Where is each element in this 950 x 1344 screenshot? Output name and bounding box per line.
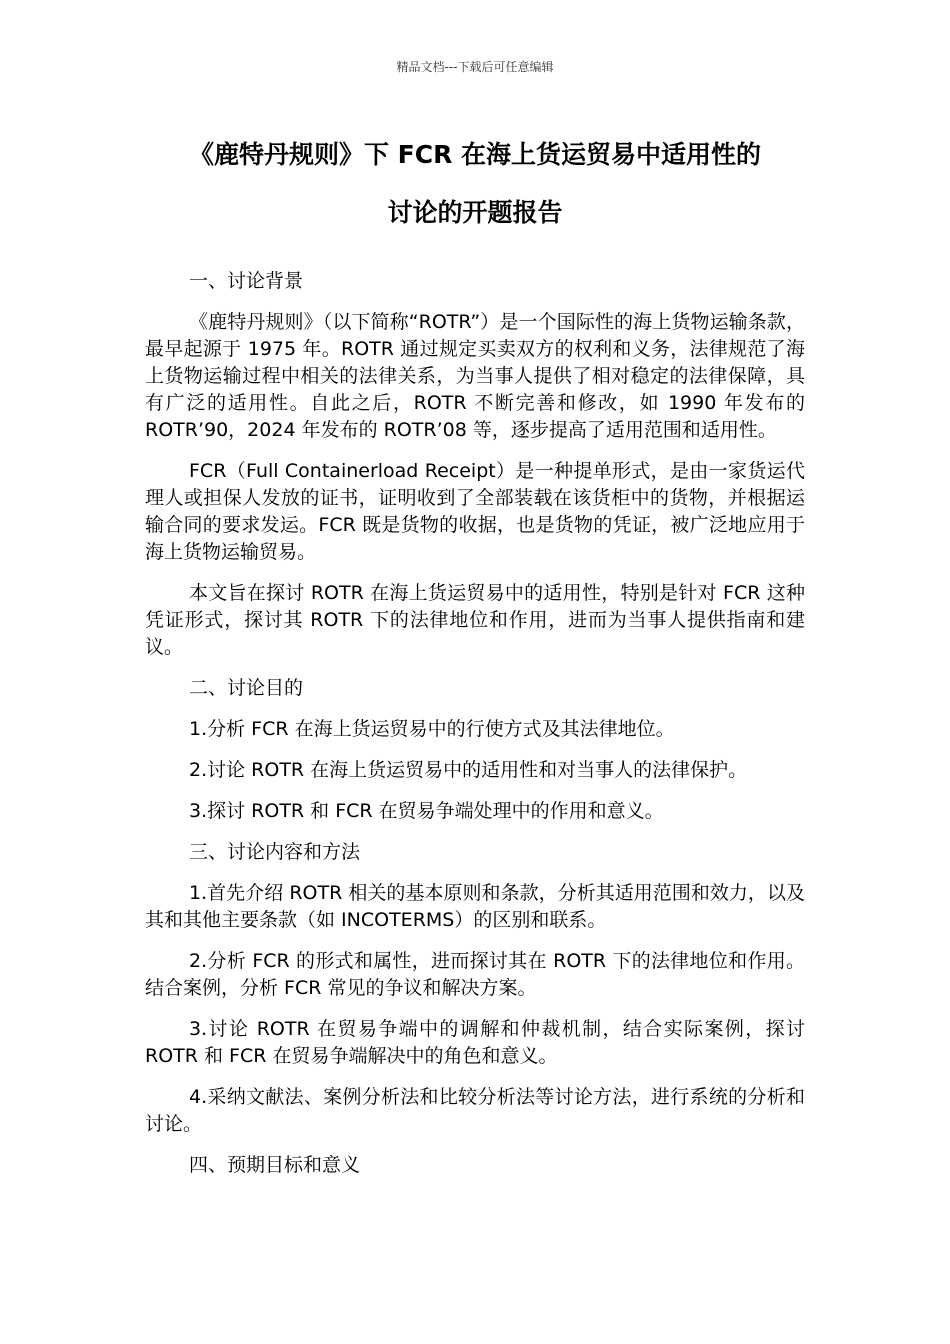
- document-body: [145, 268, 805, 1193]
- method-item-1: 1.首先介绍 ROTR 相关的基本原则和条款，分析其适用范围和效力，以及其和其他主要条款（如 INCOTERMS）的区别和联系。: [145, 882, 805, 931]
- title-line-2: 讨论的开题报告: [387, 198, 563, 227]
- paragraph-rotr-intro: 《鹿特丹规则》（以下简称“ROTR”）是一个国际性的海上货物运输条款，最早起源于 1975 年。ROTR 通过规定买卖双方的权利和义务，法律规范了海上货物运输过程中相关的法律关系，为当事人提供了相对稳定的法律保障，具有广泛的适用性。自此之后，ROTR 不断完善和修改，如 1990 年发布的 ROTR’90，2024 年发布的 ROTR’08 等，逐步提高了适用范围和适用性。: [145, 311, 805, 441]
- objective-item-3: 3.探讨 ROTR 和 FCR 在贸易争端处理中的作用和意义。: [189, 800, 664, 822]
- document-title: [0, 126, 950, 242]
- title-line-1: 《鹿特丹规则》下 FCR 在海上货运贸易中适用性的: [188, 140, 762, 169]
- paragraph-fcr-intro: FCR（Full Containerload Receipt）是一种提单形式，是由一家货运代理人或担保人发放的证书，证明收到了全部装载在该货柜中的货物，并根据运输合同的要求发运。FCR 既是货物的收据，也是货物的凭证，被广泛地应用于海上货物运输贸易。: [145, 460, 805, 563]
- objective-item-2: 2.讨论 ROTR 在海上货运贸易中的适用性和对当事人的法律保护。: [189, 759, 748, 781]
- method-item-3: 3.讨论 ROTR 在贸易争端中的调解和仲裁机制，结合实际案例，探讨 ROTR 和 FCR 在贸易争端解决中的角色和意义。: [145, 1018, 805, 1067]
- paragraph-purpose: 本文旨在探讨 ROTR 在海上货运贸易中的适用性，特别是针对 FCR 这种凭证形式，探讨其 ROTR 下的法律地位和作用，进而为当事人提供指南和建议。: [145, 582, 805, 658]
- objective-item-1: 1.分析 FCR 在海上货运贸易中的行使方式及其法律地位。: [189, 718, 675, 740]
- section-heading-background: 一、讨论背景: [189, 270, 304, 292]
- method-item-4: 4.采纳文献法、案例分析法和比较分析法等讨论方法，进行系统的分析和讨论。: [145, 1086, 805, 1135]
- header-note: 精品文档---下载后可任意编辑: [396, 60, 554, 74]
- section-heading-objectives: 二、讨论目的: [189, 677, 304, 699]
- method-item-2: 2.分析 FCR 的形式和属性，进而探讨其在 ROTR 下的法律地位和作用。结合案例，分析 FCR 常见的争议和解决方案。: [145, 950, 805, 999]
- section-heading-content-methods: 三、讨论内容和方法: [189, 841, 361, 863]
- section-heading-expected-goals: 四、预期目标和意义: [189, 1154, 361, 1176]
